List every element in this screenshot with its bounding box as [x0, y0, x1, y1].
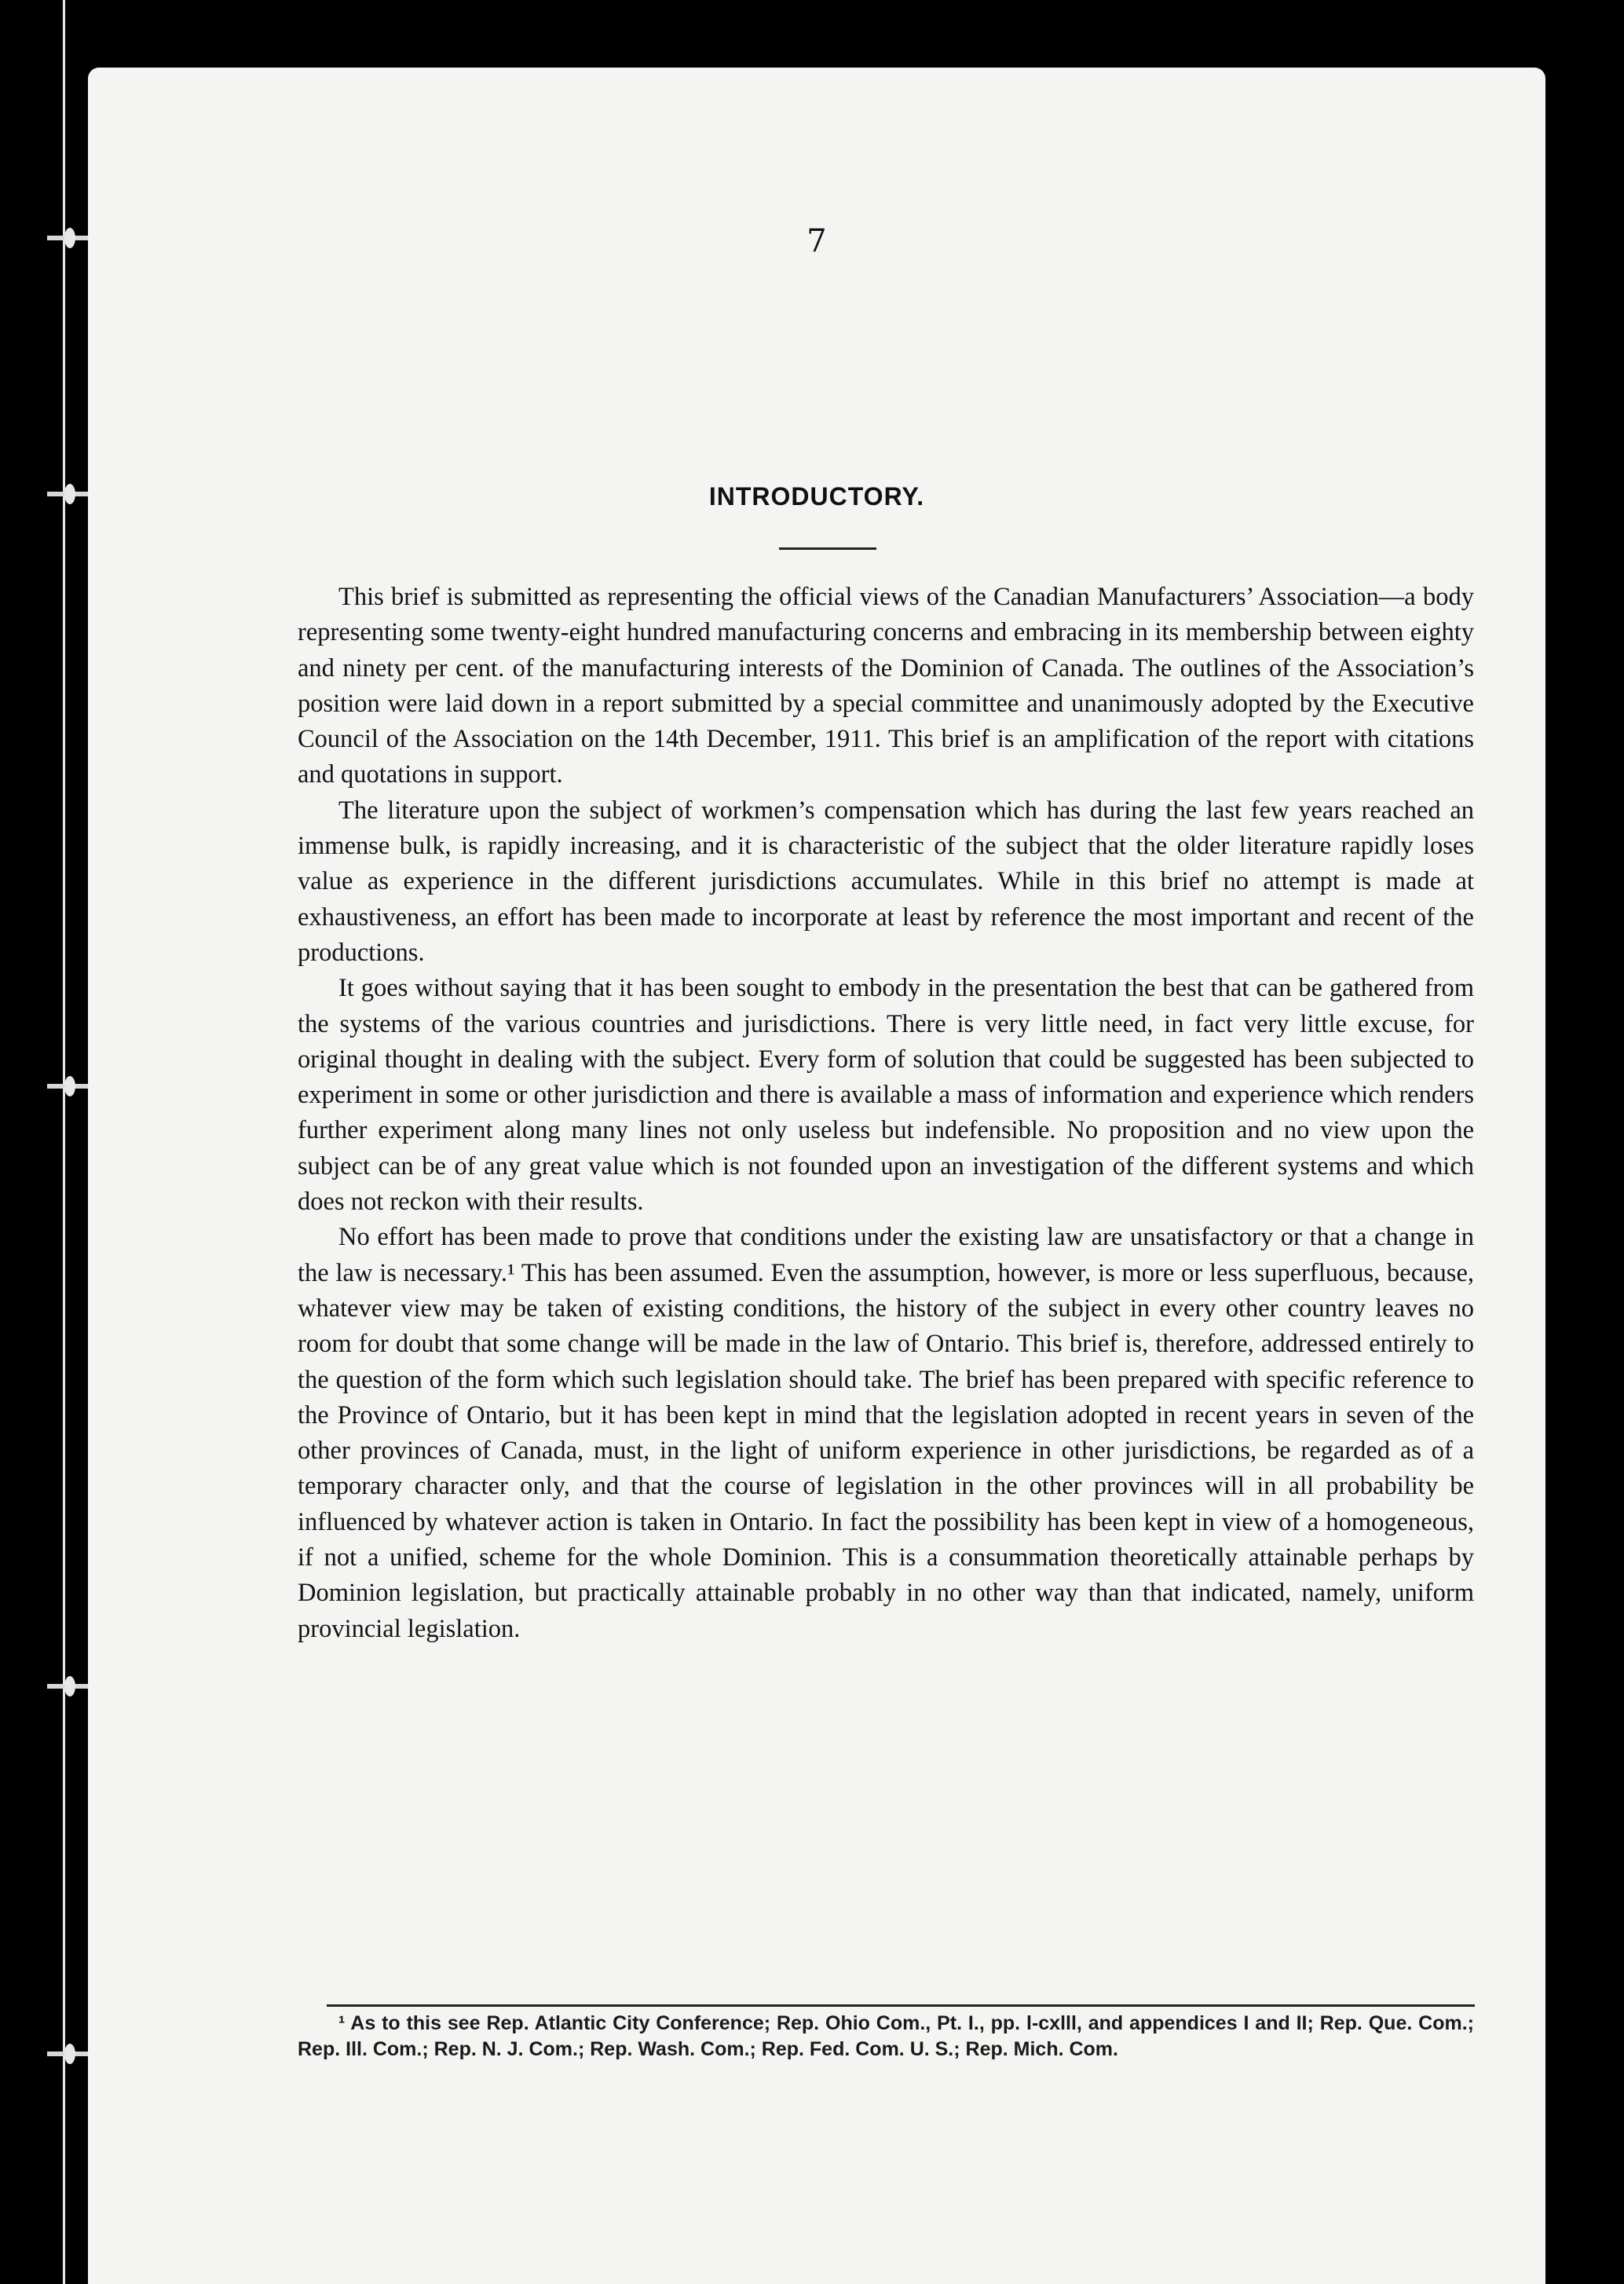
paragraph: This brief is submitted as representing the official views of the Canadian Manufacturers’ Association—a body representing some twenty-eight hundred manufacturing concerns and embracing in its membership between eighty and ninety per cent. of the manufacturing interests of the Dominion of Canada. The outlines of the Association’s position were laid down in a report submitted by a special committee and unanimously adopted by the Executive Council of the Association on the 14th December, 1911. This brief is an amplification of the report with citations and quotations in support. [298, 583, 1474, 789]
body-text [298, 580, 1474, 1647]
document-page [88, 68, 1545, 2284]
footnote-divider [327, 2004, 1475, 2007]
paragraph: It goes without saying that it has been sought to embody in the presentation the best that can be gathered from the systems of the various countries and jurisdictions. There is very little need, in fact very little excuse, for original thought in dealing with the subject. Every form of solution that could be suggested has been subjected to experiment in some or other jurisdiction and there is available a mass of information and experience which renders further experiment along many lines not only useless but indefensible. No proposition and no view upon the subject can be of any great value which is not founded upon an investigation of the different systems and which does not reckon with their results. [298, 974, 1474, 1217]
paragraph: No effort has been made to prove that conditions under the existing law are unsatisfactory or that a change in the law is necessary.¹ This has been assumed. Even the assumption, however, is more or less superfluous, because, whatever view may be taken of existing conditions, the history of the subject in every other country leaves no room for doubt that some change will be made in the law of Ontario. This brief is, therefore, addressed entirely to the question of the form which such legislation should take. The brief has been prepared with specific reference to the Province of Ontario, but it has been kept in mind that the legislation adopted in recent years in seven of the other provinces of Canada, must, in the light of uniform experience in other jurisdictions, be regarded as of a temporary character only, and that the course of legislation in the other provinces will in all probability be influenced by whatever action is taken in Ontario. In fact the possibility has been kept in view of a homogeneous, if not a unified, scheme for the whole Dominion. This is a consummation theoretically attainable perhaps by Dominion legislation, but practically attainable probably in no other way than that indicated, namely, uniform provincial legislation. [298, 1223, 1474, 1643]
heading-divider [779, 547, 876, 550]
footnote: ¹ As to this see Rep. Atlantic City Conference; Rep. Ohio Com., Pt. I., pp. l-cxlll, and appendices I and II; Rep. Que. Com.; Rep. Ill. Com.; Rep. N. J. Com.; Rep. Wash. Com.; Rep. Fed. Com. U. S.; Rep. Mich. Com. [298, 2012, 1474, 2060]
binding-thread [63, 0, 65, 2284]
paragraph: The literature upon the subject of workmen’s compensation which has during the last few years reached an immense bulk, is rapidly increasing, and it is characteristic of the subject that the older literature rapidly loses value as experience in the different jurisdictions accumulates. While in this brief no attempt is made at exhaustiveness, an effort has been made to incorporate at least by reference the most important and recent of the productions. [298, 796, 1474, 967]
section-heading: INTRODUCTORY. [708, 482, 925, 511]
page-number: 7 [807, 223, 827, 259]
binding-margin [0, 0, 88, 2284]
